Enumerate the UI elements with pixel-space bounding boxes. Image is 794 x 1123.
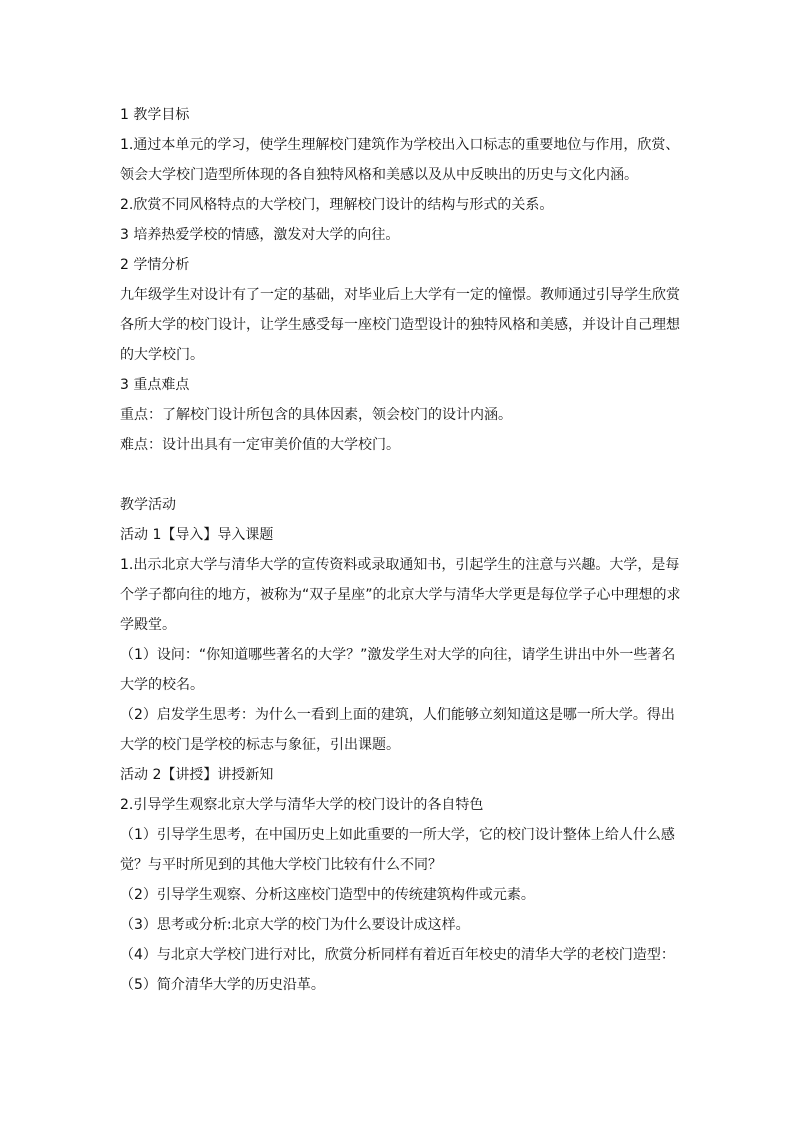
activity-1-q2-line-2: 大学的校门是学校的标志与象征，引出课题。 <box>120 737 400 753</box>
activity-1-para-line-1: 1.出示北京大学与清华大学的宣传资料或录取通知书，引起学生的注意与兴趣。大学，是每 <box>120 557 680 573</box>
analysis-line-2: 各所大学的校门设计，让学生感受每一座校门造型设计的独特风格和美感，并设计自己理想 <box>120 317 680 333</box>
activity-2-title: 活动 2【讲授】讲授新知 <box>120 767 274 783</box>
activity-2-step-5: （5）简介清华大学的历史沿革。 <box>120 977 325 993</box>
goal-item-2: 2.欣赏不同风格特点的大学校门，理解校门设计的结构与形式的关系。 <box>120 197 554 213</box>
activity-2-step-3: （3）思考或分析:北京大学的校门为什么要设计成这样。 <box>120 917 470 933</box>
activity-1-title: 活动 1【导入】导入课题 <box>120 527 274 543</box>
analysis-line-1: 九年级学生对设计有了一定的基础，对毕业后上大学有一定的憧憬。教师通过引导学生欣赏 <box>120 287 680 303</box>
activity-2-step-1-line-1: （1）引导学生思考，在中国历史上如此重要的一所大学，它的校门设计整体上给人什么感 <box>120 827 675 843</box>
section-goals-heading: 1 教学目标 <box>120 107 190 123</box>
spacer <box>120 460 680 490</box>
activity-1-q1-line-2: 大学的校名。 <box>120 677 204 693</box>
activity-2-step-2: （2）引导学生观察、分析这座校门造型中的传统建筑构件或元素。 <box>120 887 535 903</box>
goal-item-3: 3 培养热爱学校的情感，激发对大学的向往。 <box>120 227 400 243</box>
goal-item-1-line-1: 1.通过本单元的学习，使学生理解校门建筑作为学校出入口标志的重要地位与作用，欣赏、 <box>120 137 680 153</box>
goal-item-1-line-2: 领会大学校门造型所体现的各自独特风格和美感以及从中反映出的历史与文化内涵。 <box>120 167 638 183</box>
section-analysis-heading: 2 学情分析 <box>120 257 190 273</box>
activities-heading: 教学活动 <box>120 497 176 513</box>
document-page <box>120 100 680 1000</box>
analysis-line-3: 的大学校门。 <box>120 347 204 363</box>
difficulty-point: 难点：设计出具有一定审美价值的大学校门。 <box>120 437 400 453</box>
section-key-heading: 3 重点难点 <box>120 377 190 393</box>
activity-2-step-1-line-2: 觉？与平时所见到的其他大学校门比较有什么不同？ <box>120 857 442 873</box>
activity-2-para: 2.引导学生观察北京大学与清华大学的校门设计的各自特色 <box>120 797 484 813</box>
activity-1-q2-line-1: （2）启发学生思考：为什么一看到上面的建筑，人们能够立刻知道这是哪一所大学。得出 <box>120 707 675 723</box>
activity-2-step-4: （4）与北京大学校门进行对比，欣赏分析同样有着近百年校史的清华大学的老校门造型： <box>120 947 675 963</box>
key-point: 重点：了解校门设计所包含的具体因素，领会校门的设计内涵。 <box>120 407 512 423</box>
activity-1-para-line-3: 学殿堂。 <box>120 617 176 633</box>
activity-1-para-line-2: 个学子都向往的地方，被称为“双子星座”的北京大学与清华大学更是每位学子心中理想的求 <box>120 587 681 603</box>
activity-1-q1-line-1: （1）设问：“你知道哪些著名的大学？”激发学生对大学的向往，请学生讲出中外一些著名 <box>120 647 676 663</box>
